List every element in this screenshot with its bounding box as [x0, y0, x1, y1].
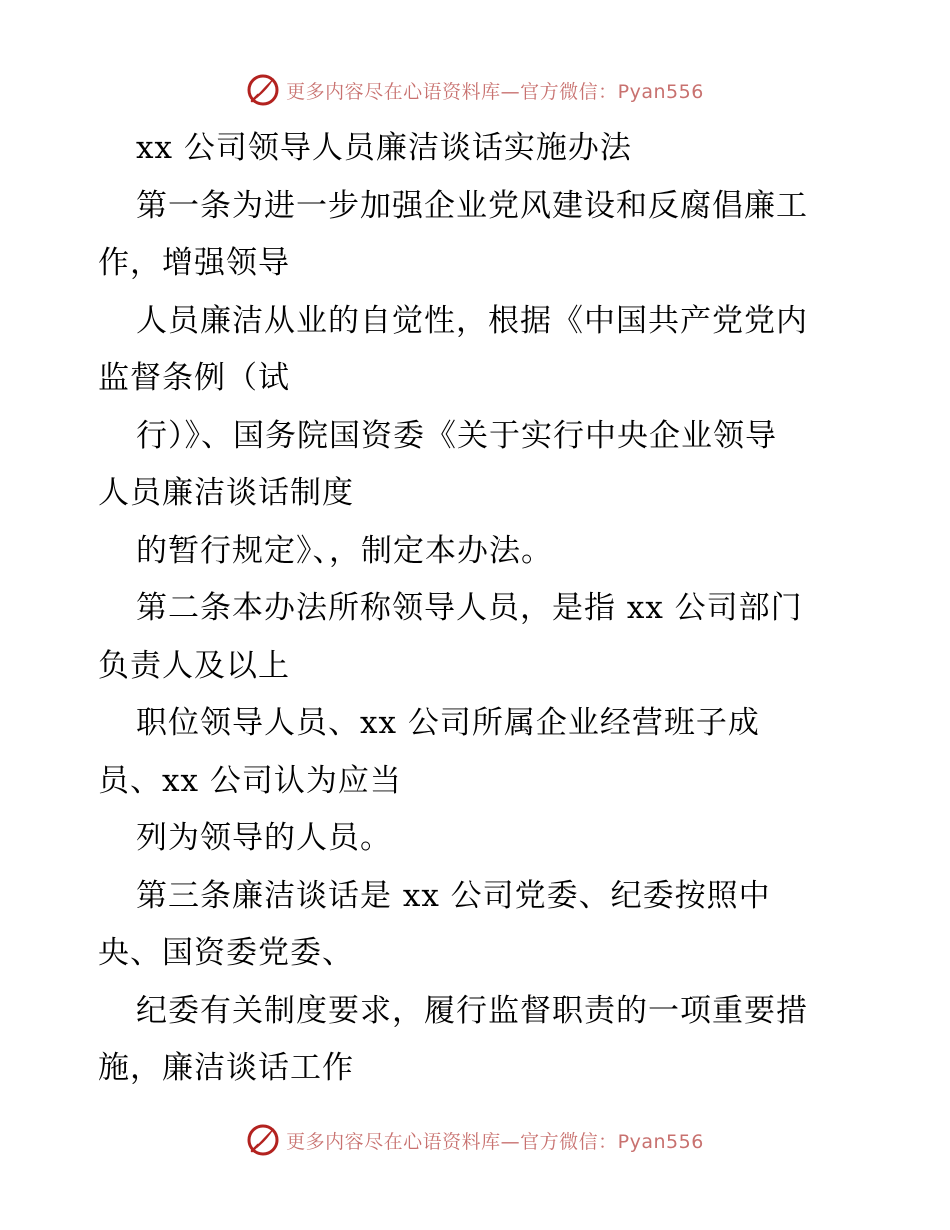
- quill-logo-icon: [246, 1123, 280, 1157]
- document-line: 施，廉洁谈话工作: [98, 1050, 354, 1086]
- document-line: 的暂行规定》、，制定本办法。: [136, 532, 553, 569]
- document-line: 第二条本办法所称领导人员，是指 xx 公司部门: [136, 590, 803, 626]
- document-line: 央、国资委党委、: [98, 935, 354, 971]
- header-banner: [0, 70, 950, 110]
- document-line: 列为领导的人员。: [136, 820, 392, 856]
- document-line: 员、xx 公司认为应当: [98, 762, 402, 799]
- document-line: 作，增强领导: [98, 245, 290, 281]
- banner-text: 更多内容尽在心语资料库—官方微信：Pyan556: [286, 1130, 704, 1153]
- document-body: [98, 120, 858, 1098]
- document-line: 纪委有关制度要求，履行监督职责的一项重要措: [136, 992, 808, 1029]
- document-line: 职位领导人员、xx 公司所属企业经营班子成: [136, 705, 760, 741]
- document-line: 负责人及以上: [98, 647, 290, 684]
- footer-banner: [0, 1120, 950, 1160]
- document-line: 人员廉洁从业的自觉性，根据《中国共产党党内: [136, 302, 808, 339]
- document-line: 行）》、国务院国资委《关于实行中央企业领导: [136, 417, 777, 454]
- document-line: 第一条为进一步加强企业党风建设和反腐倡廉工: [136, 187, 808, 224]
- document-line: 监督条例（试: [98, 360, 290, 396]
- document-line: xx 公司领导人员廉洁谈话实施办法: [136, 130, 632, 166]
- quill-logo-icon: [246, 73, 280, 107]
- document-line: 人员廉洁谈话制度: [98, 475, 354, 511]
- banner-text: 更多内容尽在心语资料库—官方微信：Pyan556: [286, 80, 704, 103]
- document-line: 第三条廉洁谈话是 xx 公司党委、纪委按照中: [136, 877, 771, 914]
